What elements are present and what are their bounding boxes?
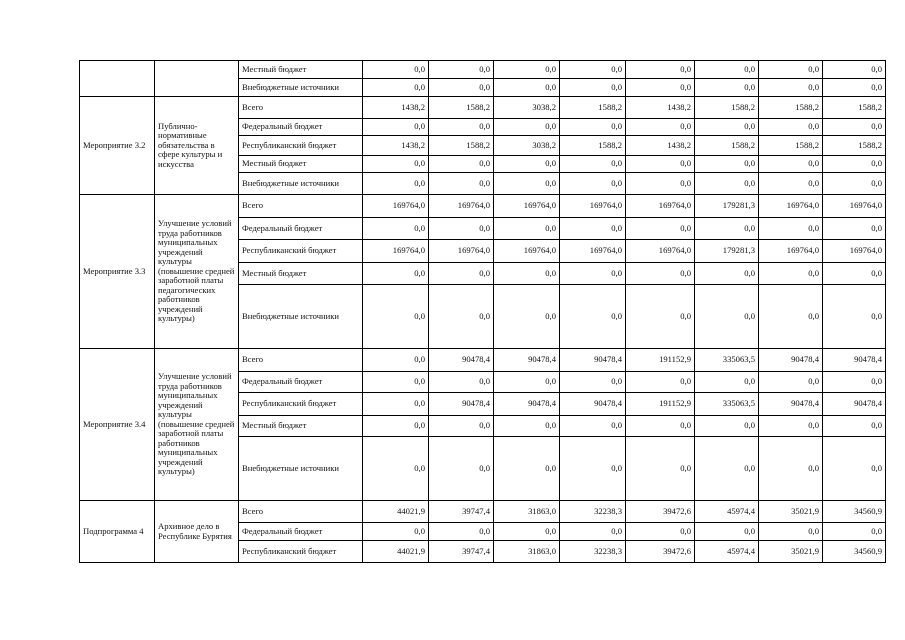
- value-cell: 169764,0: [363, 240, 429, 263]
- value-cell: 31863,0: [494, 541, 560, 563]
- value-cell: 0,0: [823, 263, 886, 285]
- value-cell: 0,0: [626, 437, 695, 501]
- value-cell: 0,0: [823, 372, 886, 393]
- value-cell: 1438,2: [363, 97, 429, 119]
- value-cell: 0,0: [823, 218, 886, 240]
- value-cell: 1588,2: [560, 97, 626, 119]
- value-cell: 0,0: [363, 218, 429, 240]
- value-cell: 0,0: [759, 173, 823, 195]
- value-cell: 169764,0: [626, 195, 695, 218]
- value-cell: 0,0: [429, 156, 494, 173]
- table-row: [80, 97, 886, 119]
- value-cell: 0,0: [626, 156, 695, 173]
- value-cell: 0,0: [363, 79, 429, 97]
- table-body: [80, 61, 886, 563]
- value-cell: 0,0: [626, 416, 695, 437]
- value-cell: 0,0: [759, 372, 823, 393]
- value-cell: 0,0: [695, 218, 759, 240]
- value-cell: 1588,2: [823, 97, 886, 119]
- value-cell: 0,0: [429, 119, 494, 136]
- value-cell: 1588,2: [759, 136, 823, 156]
- table-row: [80, 501, 886, 523]
- value-cell: 0,0: [494, 437, 560, 501]
- value-cell: 45974,4: [695, 541, 759, 563]
- value-cell: 0,0: [626, 79, 695, 97]
- source-cell: Местный бюджет: [239, 263, 363, 285]
- value-cell: 1588,2: [695, 97, 759, 119]
- value-cell: 44021,9: [363, 501, 429, 523]
- value-cell: 0,0: [759, 416, 823, 437]
- value-cell: 39472,6: [626, 541, 695, 563]
- value-cell: 35021,9: [759, 541, 823, 563]
- value-cell: 0,0: [494, 119, 560, 136]
- value-cell: 0,0: [560, 437, 626, 501]
- value-cell: 0,0: [823, 119, 886, 136]
- value-cell: 0,0: [695, 285, 759, 349]
- source-cell: Всего: [239, 97, 363, 119]
- source-cell: Внебюджетные источники: [239, 79, 363, 97]
- value-cell: 0,0: [626, 61, 695, 79]
- source-cell: Внебюджетные источники: [239, 285, 363, 349]
- value-cell: 90478,4: [759, 349, 823, 372]
- value-cell: 0,0: [759, 79, 823, 97]
- value-cell: 0,0: [429, 372, 494, 393]
- event-cell: [80, 61, 155, 97]
- source-cell: Республиканский бюджет: [239, 136, 363, 156]
- value-cell: 169764,0: [494, 240, 560, 263]
- value-cell: 34560,9: [823, 501, 886, 523]
- source-cell: Местный бюджет: [239, 61, 363, 79]
- value-cell: 1438,2: [626, 136, 695, 156]
- value-cell: 90478,4: [494, 349, 560, 372]
- value-cell: 3038,2: [494, 136, 560, 156]
- value-cell: 32238,3: [560, 541, 626, 563]
- value-cell: 0,0: [560, 416, 626, 437]
- value-cell: 0,0: [363, 349, 429, 372]
- value-cell: 0,0: [494, 523, 560, 541]
- value-cell: 0,0: [560, 156, 626, 173]
- value-cell: 0,0: [823, 79, 886, 97]
- value-cell: 44021,9: [363, 541, 429, 563]
- value-cell: 0,0: [560, 285, 626, 349]
- value-cell: 169764,0: [759, 240, 823, 263]
- title-cell: Улучшение условий труда работников муниципальных учреждений культуры (повышение средней заработной платы работников муниципальных учреждений культуры): [155, 349, 239, 501]
- value-cell: 0,0: [759, 156, 823, 173]
- value-cell: 169764,0: [429, 195, 494, 218]
- value-cell: 0,0: [823, 523, 886, 541]
- event-cell: Мероприятие 3.4: [80, 349, 155, 501]
- title-cell: [155, 61, 239, 97]
- value-cell: 1588,2: [759, 97, 823, 119]
- value-cell: 335063,5: [695, 393, 759, 416]
- value-cell: 0,0: [759, 119, 823, 136]
- source-cell: Внебюджетные источники: [239, 173, 363, 195]
- value-cell: 0,0: [560, 372, 626, 393]
- source-cell: Внебюджетные источники: [239, 437, 363, 501]
- value-cell: 0,0: [494, 416, 560, 437]
- source-cell: Федеральный бюджет: [239, 372, 363, 393]
- value-cell: 0,0: [759, 61, 823, 79]
- source-cell: Федеральный бюджет: [239, 218, 363, 240]
- value-cell: 0,0: [363, 263, 429, 285]
- value-cell: 0,0: [695, 263, 759, 285]
- value-cell: 0,0: [429, 61, 494, 79]
- value-cell: 0,0: [560, 79, 626, 97]
- value-cell: 0,0: [363, 416, 429, 437]
- value-cell: 45974,4: [695, 501, 759, 523]
- value-cell: 1588,2: [823, 136, 886, 156]
- value-cell: 0,0: [695, 119, 759, 136]
- value-cell: 0,0: [363, 437, 429, 501]
- value-cell: 169764,0: [363, 195, 429, 218]
- value-cell: 1438,2: [626, 97, 695, 119]
- value-cell: 179281,3: [695, 195, 759, 218]
- value-cell: 0,0: [695, 416, 759, 437]
- value-cell: 0,0: [759, 523, 823, 541]
- value-cell: 0,0: [695, 173, 759, 195]
- value-cell: 0,0: [626, 173, 695, 195]
- source-cell: Республиканский бюджет: [239, 240, 363, 263]
- value-cell: 0,0: [823, 437, 886, 501]
- value-cell: 0,0: [494, 263, 560, 285]
- value-cell: 0,0: [429, 173, 494, 195]
- value-cell: 0,0: [759, 285, 823, 349]
- value-cell: 0,0: [823, 61, 886, 79]
- value-cell: 191152,9: [626, 349, 695, 372]
- value-cell: 0,0: [363, 523, 429, 541]
- event-cell: Подпрограмма 4: [80, 501, 155, 563]
- value-cell: 0,0: [823, 173, 886, 195]
- value-cell: 0,0: [363, 285, 429, 349]
- value-cell: 169764,0: [823, 240, 886, 263]
- value-cell: 0,0: [823, 416, 886, 437]
- value-cell: 169764,0: [560, 240, 626, 263]
- value-cell: 0,0: [494, 79, 560, 97]
- value-cell: 0,0: [759, 218, 823, 240]
- source-cell: Республиканский бюджет: [239, 541, 363, 563]
- value-cell: 90478,4: [429, 349, 494, 372]
- value-cell: 0,0: [626, 372, 695, 393]
- value-cell: 0,0: [494, 61, 560, 79]
- value-cell: 1588,2: [560, 136, 626, 156]
- value-cell: 39747,4: [429, 541, 494, 563]
- table-row: [80, 195, 886, 218]
- value-cell: 169764,0: [823, 195, 886, 218]
- value-cell: 0,0: [429, 416, 494, 437]
- value-cell: 0,0: [494, 156, 560, 173]
- value-cell: 0,0: [759, 437, 823, 501]
- value-cell: 39472,6: [626, 501, 695, 523]
- value-cell: 0,0: [695, 79, 759, 97]
- value-cell: 0,0: [363, 61, 429, 79]
- table-row: [80, 349, 886, 372]
- source-cell: Федеральный бюджет: [239, 119, 363, 136]
- budget-table: [79, 60, 886, 563]
- value-cell: 3038,2: [494, 97, 560, 119]
- value-cell: 0,0: [560, 173, 626, 195]
- value-cell: 90478,4: [560, 349, 626, 372]
- value-cell: 0,0: [494, 218, 560, 240]
- value-cell: 32238,3: [560, 501, 626, 523]
- value-cell: 0,0: [560, 61, 626, 79]
- value-cell: 169764,0: [626, 240, 695, 263]
- value-cell: 0,0: [823, 285, 886, 349]
- value-cell: 0,0: [363, 393, 429, 416]
- value-cell: 39747,4: [429, 501, 494, 523]
- value-cell: 0,0: [494, 285, 560, 349]
- value-cell: 0,0: [695, 61, 759, 79]
- value-cell: 0,0: [759, 263, 823, 285]
- value-cell: 0,0: [560, 523, 626, 541]
- value-cell: 0,0: [494, 173, 560, 195]
- value-cell: 335063,5: [695, 349, 759, 372]
- value-cell: 0,0: [363, 173, 429, 195]
- value-cell: 90478,4: [560, 393, 626, 416]
- value-cell: 169764,0: [560, 195, 626, 218]
- value-cell: 169764,0: [494, 195, 560, 218]
- value-cell: 0,0: [560, 218, 626, 240]
- source-cell: Всего: [239, 195, 363, 218]
- source-cell: Местный бюджет: [239, 156, 363, 173]
- source-cell: Местный бюджет: [239, 416, 363, 437]
- title-cell: Архивное дело в Республике Бурятия: [155, 501, 239, 563]
- source-cell: Федеральный бюджет: [239, 523, 363, 541]
- table-row: [80, 61, 886, 79]
- value-cell: 0,0: [429, 79, 494, 97]
- value-cell: 179281,3: [695, 240, 759, 263]
- value-cell: 0,0: [363, 119, 429, 136]
- value-cell: 31863,0: [494, 501, 560, 523]
- value-cell: 90478,4: [823, 349, 886, 372]
- value-cell: 0,0: [429, 218, 494, 240]
- value-cell: 0,0: [429, 285, 494, 349]
- value-cell: 0,0: [626, 119, 695, 136]
- value-cell: 169764,0: [429, 240, 494, 263]
- value-cell: 0,0: [626, 218, 695, 240]
- value-cell: 0,0: [695, 156, 759, 173]
- value-cell: 169764,0: [759, 195, 823, 218]
- source-cell: Всего: [239, 501, 363, 523]
- value-cell: 0,0: [429, 437, 494, 501]
- value-cell: 0,0: [429, 263, 494, 285]
- value-cell: 1588,2: [429, 97, 494, 119]
- value-cell: 1438,2: [363, 136, 429, 156]
- value-cell: 191152,9: [626, 393, 695, 416]
- title-cell: Улучшение условий труда работников муниципальных учреждений культуры (повышение средней заработной платы педагогических работников учреждений культуры): [155, 195, 239, 349]
- value-cell: 0,0: [695, 523, 759, 541]
- value-cell: 0,0: [363, 372, 429, 393]
- value-cell: 0,0: [560, 263, 626, 285]
- value-cell: 0,0: [695, 437, 759, 501]
- value-cell: 34560,9: [823, 541, 886, 563]
- value-cell: 0,0: [429, 523, 494, 541]
- value-cell: 0,0: [823, 156, 886, 173]
- value-cell: 0,0: [363, 156, 429, 173]
- event-cell: Мероприятие 3.3: [80, 195, 155, 349]
- value-cell: 0,0: [560, 119, 626, 136]
- source-cell: Всего: [239, 349, 363, 372]
- value-cell: 35021,9: [759, 501, 823, 523]
- value-cell: 90478,4: [823, 393, 886, 416]
- value-cell: 90478,4: [494, 393, 560, 416]
- value-cell: 0,0: [626, 523, 695, 541]
- title-cell: Публично-нормативные обязательства в сфере культуры и искусства: [155, 97, 239, 195]
- value-cell: 0,0: [494, 372, 560, 393]
- value-cell: 0,0: [695, 372, 759, 393]
- value-cell: 90478,4: [429, 393, 494, 416]
- value-cell: 0,0: [626, 285, 695, 349]
- source-cell: Республиканский бюджет: [239, 393, 363, 416]
- value-cell: 1588,2: [695, 136, 759, 156]
- value-cell: 1588,2: [429, 136, 494, 156]
- event-cell: Мероприятие 3.2: [80, 97, 155, 195]
- value-cell: 90478,4: [759, 393, 823, 416]
- value-cell: 0,0: [626, 263, 695, 285]
